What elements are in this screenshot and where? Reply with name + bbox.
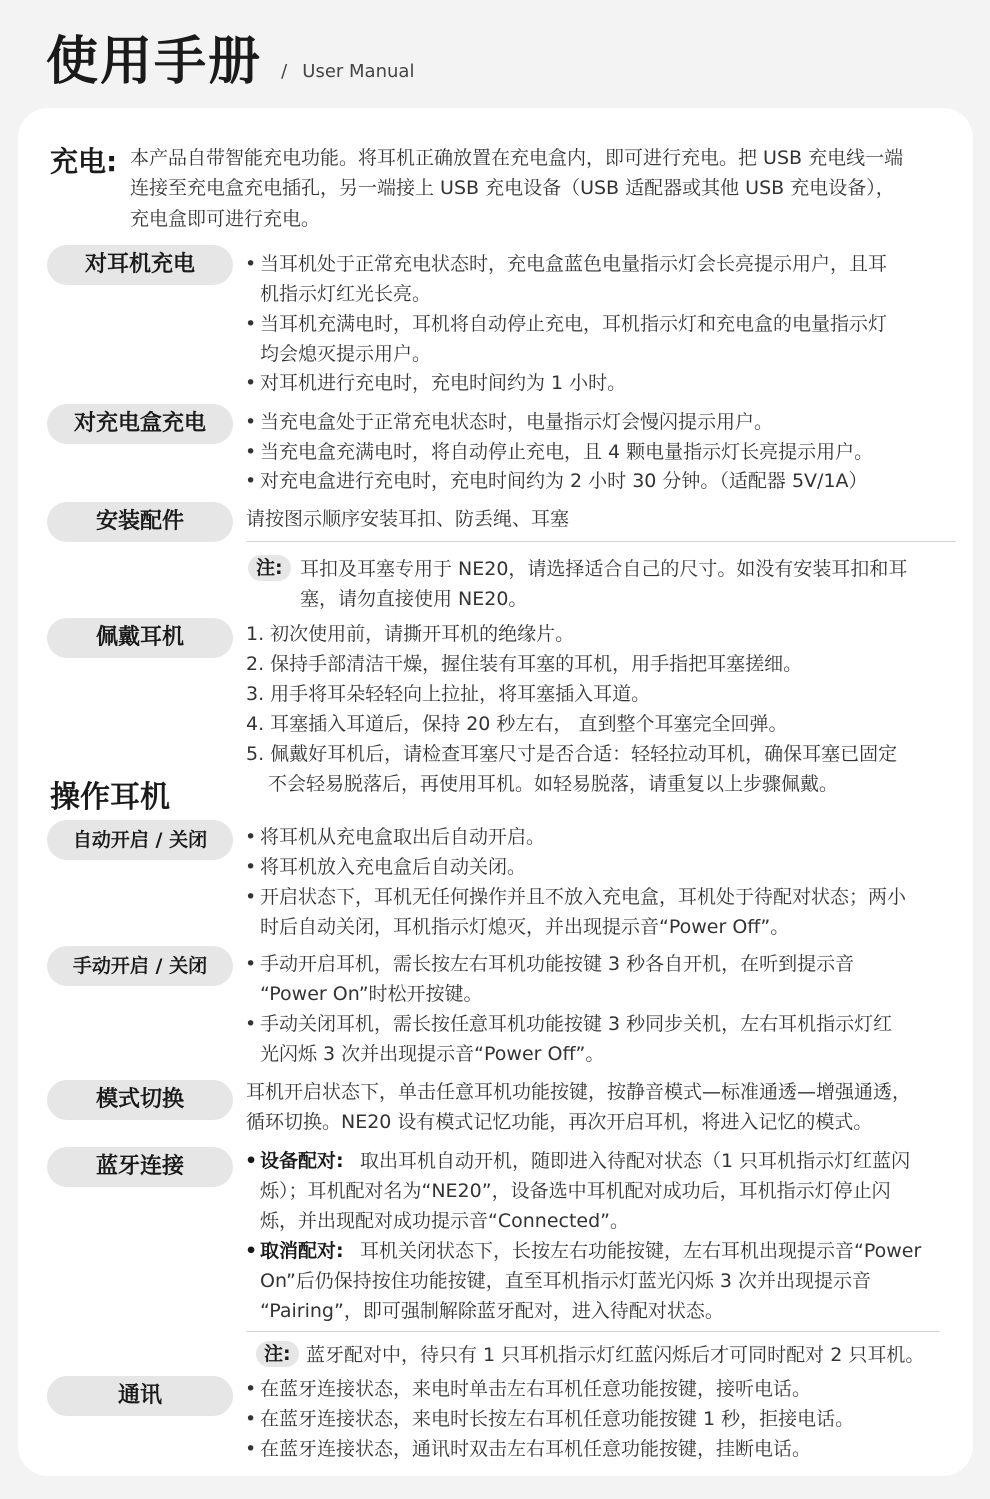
pair-line: 取出耳机自动开机，随即进入待配对状态（1 只耳机指示灯红蓝闪 [360, 1150, 911, 1172]
list-item: 对耳机进行充电时，充电时间约为 1 小时。 [260, 372, 627, 394]
list-item: 将耳机放入充电盒后自动关闭。 [260, 856, 527, 878]
list-item: 将耳机从充电盒取出后自动开启。 [260, 826, 546, 848]
bullet: • [245, 411, 257, 433]
section-pill-manual-power: 手动开启 / 关闭 [47, 946, 233, 986]
section-pill-wearing: 佩戴耳机 [47, 618, 233, 658]
list-item: 手动开启耳机，需长按左右耳机功能按键 3 秒各自开机，在听到提示音 [260, 953, 855, 975]
list-item: 机指示灯红光长亮。 [260, 283, 432, 305]
unpair-line: 耳机关闭状态下，长按左右功能按键，左右耳机出现提示音“Power [360, 1240, 922, 1262]
list-item: 当充电盒处于正常充电状态时，电量指示灯会慢闪提示用户。 [260, 411, 774, 433]
note-tag: 注: [256, 1341, 299, 1367]
bullet: • [245, 826, 257, 848]
page-header [46, 30, 414, 100]
pair-line: 烁，并出现配对成功提示音“Connected”。 [260, 1210, 629, 1232]
pair-line: 烁）；耳机配对名为“NE20”，设备选中耳机配对成功后，耳机指示灯停止闪 [260, 1180, 891, 1202]
pair-key: 设备配对: [260, 1150, 344, 1172]
list-item: 1. 初次使用前，请撕开耳机的绝缘片。 [246, 623, 575, 645]
section-pill-auto-power: 自动开启 / 关闭 [47, 820, 233, 860]
list-item: 当耳机处于正常充电状态时，充电盒蓝色电量指示灯会长亮提示用户，且耳 [260, 253, 888, 275]
list-item: 不会轻易脱落后，再使用耳机。如轻易脱落，请重复以上步骤佩戴。 [268, 773, 839, 795]
list-item: 在蓝牙连接状态，来电时长按左右耳机任意功能按键 1 秒，拒接电话。 [260, 1408, 855, 1430]
list-item: 当耳机充满电时，耳机将自动停止充电，耳机指示灯和充电盒的电量指示灯 [260, 313, 888, 335]
page-subtitle: User Manual [302, 61, 415, 82]
note-line: 耳扣及耳塞专用于 NE20，请选择适合自己的尺寸。如没有安装耳扣和耳 [300, 558, 908, 580]
charging-heading: 充电: [50, 145, 118, 178]
divider [246, 541, 956, 542]
charging-line: 本产品自带智能充电功能。将耳机正确放置在充电盒内，即可进行充电。把 USB 充电线一端 [130, 147, 904, 169]
page-title: 使用手册 [46, 32, 263, 92]
title-separator: / [281, 61, 288, 82]
note-tag: 注: [248, 555, 291, 581]
mode-line: 耳机开启状态下，单击任意耳机功能按键，按静音模式—标准通透—增强通透， [246, 1081, 912, 1103]
bullet: • [245, 953, 257, 975]
bullet: • [245, 253, 257, 275]
bullet: • [245, 441, 257, 463]
bluetooth-note: 蓝牙配对中，待只有 1 只耳机指示灯红蓝闪烁后才可同时配对 2 只耳机。 [306, 1344, 925, 1366]
bullet: • [245, 856, 257, 878]
bullet: • [245, 470, 257, 492]
list-item: 3. 用手将耳朵轻轻向上拉扯，将耳塞插入耳道。 [246, 683, 651, 705]
operate-heading: 操作耳机 [50, 780, 170, 815]
bullet: • [245, 1438, 257, 1460]
bullet: • [245, 1240, 258, 1262]
section-pill-case-charge: 对充电盒充电 [47, 404, 233, 444]
bullet: • [245, 372, 257, 394]
bullet: • [245, 1013, 257, 1035]
list-item: 开启状态下，耳机无任何操作并且不放入充电盒，耳机处于待配对状态；两小 [260, 886, 907, 908]
unpair-key: 取消配对: [260, 1240, 344, 1262]
accessories-text: 请按图示顺序安装耳扣、防丢绳、耳塞 [246, 508, 570, 530]
unpair-line: On”后仍保持按住功能按键，直至耳机指示灯蓝光闪烁 3 次并出现提示音 [260, 1270, 871, 1292]
list-item: 在蓝牙连接状态，通讯时双击左右耳机任意功能按键，挂断电话。 [260, 1438, 812, 1460]
bullet: • [245, 1150, 258, 1172]
section-pill-accessories: 安装配件 [47, 502, 233, 542]
unpair-line: “Pairing”，即可强制解除蓝牙配对，进入待配对状态。 [260, 1300, 724, 1322]
bullet: • [245, 886, 257, 908]
list-item: 当充电盒充满电时，将自动停止充电，且 4 颗电量指示灯长亮提示用户。 [260, 441, 874, 463]
list-item: 对充电盒进行充电时，充电时间约为 2 小时 30 分钟。（适配器 5V/1A） [260, 470, 868, 492]
list-item: 2. 保持手部清洁干燥，握住装有耳塞的耳机，用手指把耳塞搓细。 [246, 653, 803, 675]
mode-line: 循环切换。NE20 设有模式记忆功能，再次开启耳机，将进入记忆的模式。 [246, 1111, 873, 1133]
list-item: 4. 耳塞插入耳道后，保持 20 秒左右， 直到整个耳塞完全回弹。 [246, 713, 788, 735]
list-item: “Power On”时松开按键。 [260, 983, 483, 1005]
list-item: 均会熄灭提示用户。 [260, 343, 432, 365]
note-line: 塞，请勿直接使用 NE20。 [300, 588, 528, 610]
list-item: 手动关闭耳机，需长按任意耳机功能按键 3 秒同步关机，左右耳机指示灯红 [260, 1013, 893, 1035]
list-item: 在蓝牙连接状态，来电时单击左右耳机任意功能按键，接听电话。 [260, 1378, 812, 1400]
list-item: 光闪烁 3 次并出现提示音“Power Off”。 [260, 1043, 605, 1065]
section-pill-call: 通讯 [47, 1376, 233, 1416]
section-pill-earphone-charge: 对耳机充电 [47, 245, 233, 285]
divider [246, 1331, 940, 1332]
charging-line: 充电盒即可进行充电。 [130, 208, 321, 230]
list-item: 5. 佩戴好耳机后，请检查耳塞尺寸是否合适：轻轻拉动耳机，确保耳塞已固定 [246, 743, 898, 765]
bullet: • [245, 1408, 257, 1430]
bullet: • [245, 313, 257, 335]
section-pill-bluetooth: 蓝牙连接 [47, 1147, 233, 1187]
bullet: • [245, 1378, 257, 1400]
charging-line: 连接至充电盒充电插孔，另一端接上 USB 充电设备（USB 适配器或其他 USB 充电设备）， [130, 177, 895, 199]
list-item: 时后自动关闭，耳机指示灯熄灭，并出现提示音“Power Off”。 [260, 916, 790, 938]
section-pill-mode-switch: 模式切换 [47, 1080, 233, 1120]
